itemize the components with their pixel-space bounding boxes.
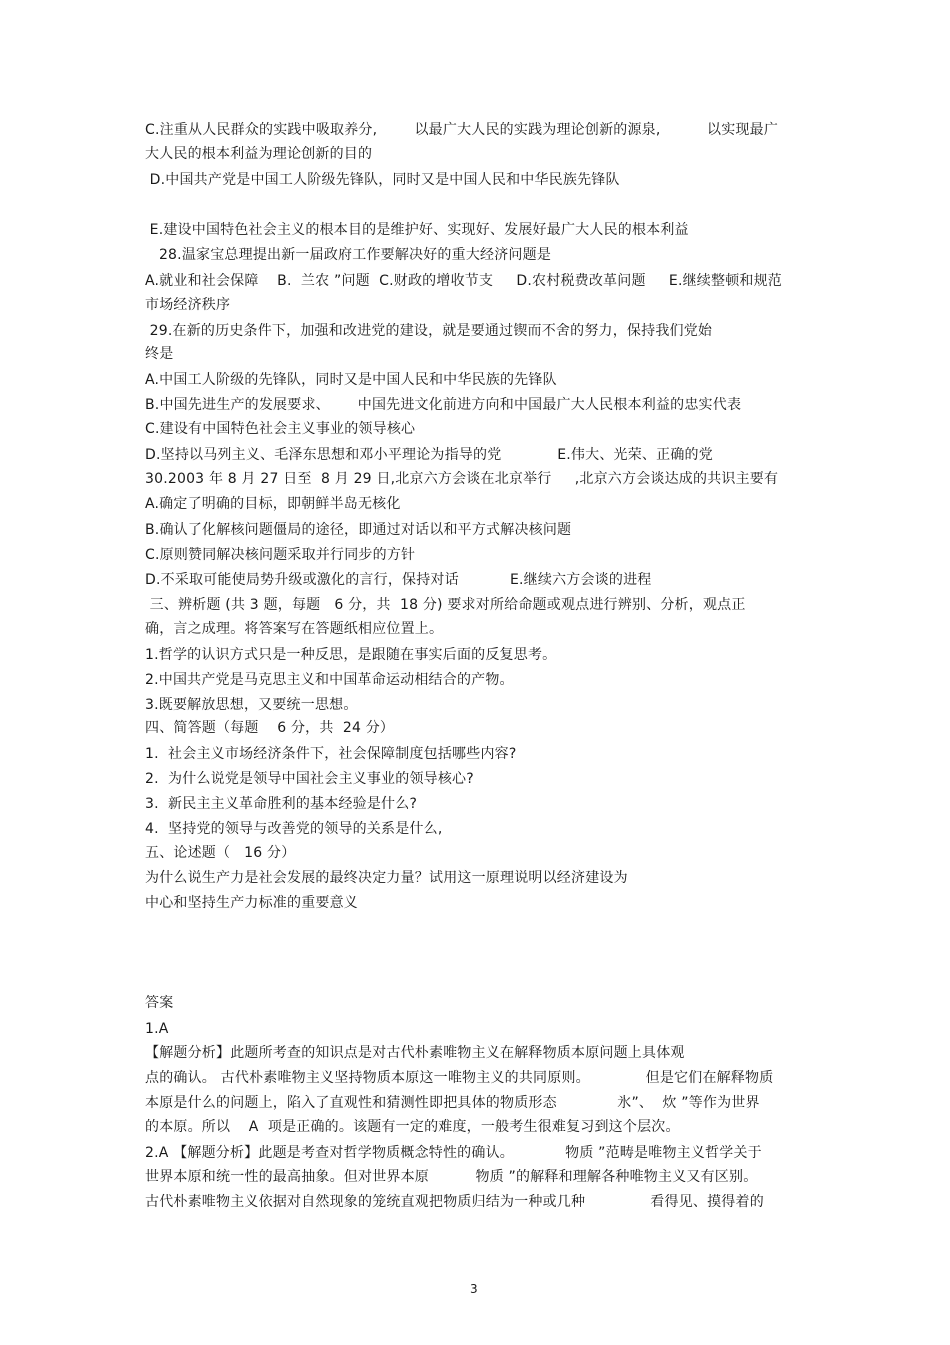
text-line: 本原是什么的问题上，陷入了直观性和猜测性即把具体的物质形态 氷”、 炊 ”等作为世界	[145, 1095, 760, 1111]
question-29: 29.在新的历史条件下，加强和改进党的建设，就是要通过锲而不舍的努力，保持我们党始	[145, 323, 713, 339]
text-line: C.注重从人民群众的实践中吸取养分, 以最广大人民的实践为理论创新的源泉, 以实现最广	[145, 122, 779, 138]
text-line: 1.哲学的认识方式只是一种反思，是跟随在事实后面的反复思考。	[145, 647, 557, 663]
text-line: E.建设中国特色社会主义的根本目的是维护好、实现好、发展好最广大人民的根本利益	[145, 222, 689, 238]
page-number: 3	[470, 1282, 478, 1296]
section-heading: 四、简答题（每题 6 分，共 24 分）	[145, 720, 395, 736]
text-line: C.原则赞同解决核问题采取并行同步的方针	[145, 547, 416, 563]
text-line: 2.中国共产党是马克思主义和中国革命运动相结合的产物。	[145, 672, 514, 688]
text-line: C.建设有中国特色社会主义事业的领导核心	[145, 421, 416, 437]
question-28: 28.温家宝总理提出新一届政府工作要解决好的重大经济问题是	[145, 247, 552, 263]
answers-heading: 答案	[145, 995, 174, 1011]
text-line: 1.A	[145, 1021, 169, 1037]
text-line: 2.A 【解题分析】此题是考查对哲学物质概念特性的确认。 物质 ”范畴是唯物主义哲学关于	[145, 1145, 762, 1161]
section-heading: 五、论述题（ 16 分）	[145, 845, 296, 861]
text-line: 2. 为什么说党是领导中国社会主义事业的领导核心?	[145, 771, 474, 787]
text-line: 【解题分析】此题所考查的知识点是对古代朴素唯物主义在解释物质本原问题上具体观	[145, 1045, 685, 1061]
text-line: D.中国共产党是中国工人阶级先锋队，同时又是中国人民和中华民族先锋队	[145, 172, 620, 188]
text-line: A.中国工人阶级的先锋队，同时又是中国人民和中华民族的先锋队	[145, 372, 557, 388]
text-line: B.确认了化解核问题僵局的途径，即通过对话以和平方式解决核问题	[145, 522, 572, 538]
text-line: 4. 坚持党的领导与改善党的领导的关系是什么,	[145, 821, 443, 837]
text-line: A.就业和社会保障 B. 兰农 ”问题 C.财政的增收节支 D.农村税费改革问题 E.继续整顿和规范	[145, 273, 782, 289]
text-line: 中心和坚持生产力标准的重要意义	[145, 895, 358, 911]
text-line: 市场经济秩序	[145, 297, 231, 313]
text-line: 的本原。所以 A 项是正确的。该题有一定的难度，一般考生很难复习到这个层次。	[145, 1119, 680, 1135]
question-30: 30.2003 年 8 月 27 日至 8 月 29 日,北京六方会谈在北京举行 ,北京六方会谈达成的共识主要有	[145, 471, 779, 487]
text-line: B.中国先进生产的发展要求、 中国先进文化前进方向和中国最广大人民根本利益的忠实代表	[145, 397, 742, 413]
section-heading: 三、辨析题 (共 3 题，每题 6 分，共 18 分) 要求对所给命题或观点进行辨别、分析，观点正	[145, 597, 746, 613]
text-line: 古代朴素唯物主义依据对自然现象的笼统直观把物质归结为一种或几种 看得见、摸得着的	[145, 1194, 764, 1210]
text-line: 3. 新民主主义革命胜利的基本经验是什么?	[145, 796, 418, 812]
text-line: 1. 社会主义市场经济条件下，社会保障制度包括哪些内容?	[145, 746, 517, 762]
text-line: 终是	[145, 346, 174, 362]
text-line: 确，言之成理。将答案写在答题纸相应位置上。	[145, 621, 444, 637]
text-line: D.不采取可能使局势升级或激化的言行，保持对话 E.继续六方会谈的进程	[145, 572, 652, 588]
text-line: 点的确认。 古代朴素唯物主义坚持物质本原这一唯物主义的共同原则。 但是它们在解释物质	[145, 1070, 774, 1086]
text-line: 为什么说生产力是社会发展的最终决定力量？试用这一原理说明以经济建设为	[145, 870, 628, 886]
text-line: 3.既要解放思想，又要统一思想。	[145, 697, 358, 713]
text-line: 世界本原和统一性的最高抽象。但对世界本原 物质 ”的解释和理解各种唯物主义又有区别。	[145, 1169, 758, 1185]
text-line: D.坚持以马列主义、毛泽东思想和邓小平理论为指导的党 E.伟大、光荣、正确的党	[145, 447, 713, 463]
text-line: A.确定了明确的目标，即朝鲜半岛无核化	[145, 496, 401, 512]
text-line: 大人民的根本利益为理论创新的目的	[145, 146, 373, 162]
